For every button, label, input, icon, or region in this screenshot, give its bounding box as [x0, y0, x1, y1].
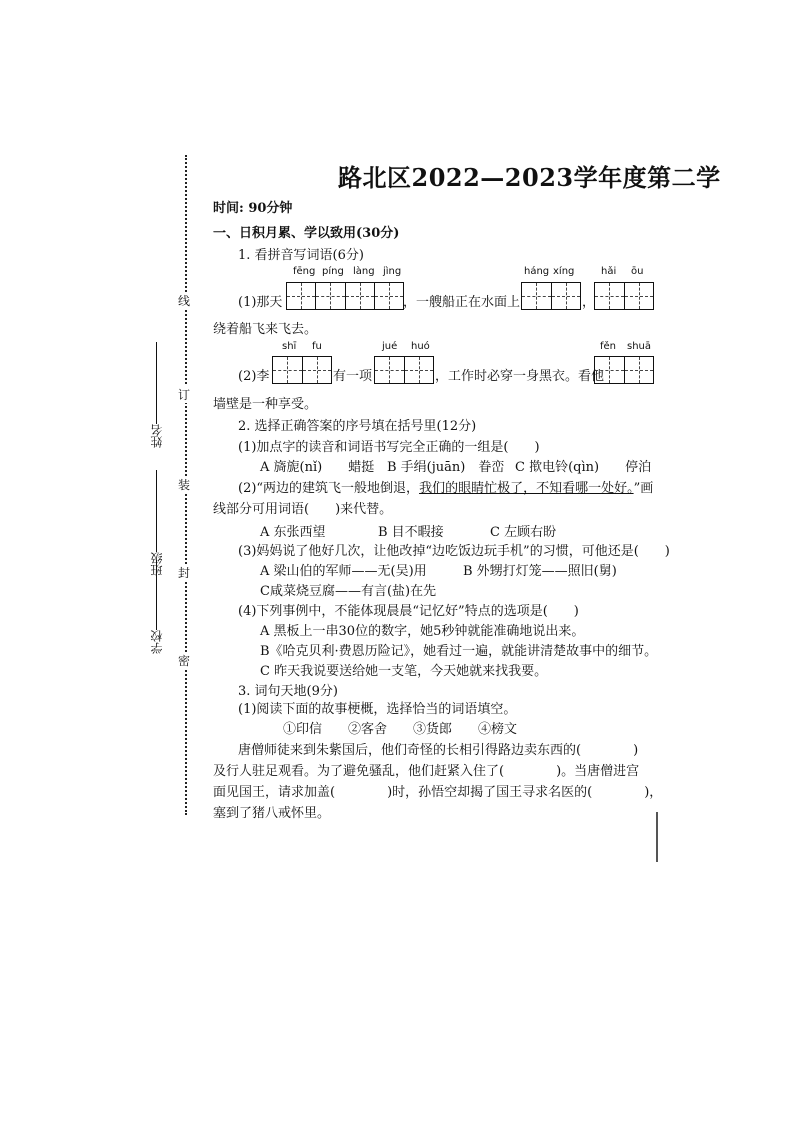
pinyin-huo: huó: [411, 341, 430, 352]
writing-grid-fenshua[interactable]: [594, 356, 654, 384]
q2-p2-stem-cont: 线部分可用词语( )来代替。: [213, 502, 393, 517]
writing-grid-shifu[interactable]: [272, 356, 332, 384]
pinyin-shua: shuā: [627, 341, 652, 352]
school-label: 学校: [150, 630, 164, 654]
grid-cell[interactable]: [374, 283, 403, 309]
q2-p4-option-a[interactable]: A 黑板上一串30位的数字，她5秒钟就能准确地说出来。: [260, 624, 585, 639]
q2-p3-option-b[interactable]: B 外甥打灯笼——照旧(舅): [463, 564, 617, 579]
exam-title: 路北区2022—2023学年度第二学: [338, 163, 721, 192]
binding-label-xian: 线: [178, 294, 191, 308]
q2-p3-stem: (3)妈妈说了他好几次，让他改掉“边吃饭边玩手机”的习惯，可他还是( ): [238, 544, 670, 559]
q2-p2-underlined: 我们的眼睛忙极了，不知看哪一处好。: [419, 481, 634, 496]
q1-s1-comma: ，: [582, 295, 596, 310]
grid-cell[interactable]: [595, 283, 624, 309]
q3-story-line-2: 及行人驻足观看。为了避免骚乱，他们赶紧入住了( )。当唐僧进宫: [213, 764, 640, 779]
pinyin-xing: xíng: [553, 266, 575, 277]
grid-cell[interactable]: [624, 283, 654, 309]
q3-story-line-4: 塞到了猪八戒怀里。: [213, 806, 331, 821]
pinyin-ou: ōu: [631, 266, 644, 277]
binding-label-zhuang: 装: [178, 478, 191, 492]
name-field[interactable]: [148, 338, 165, 448]
pinyin-hang: háng: [524, 266, 550, 277]
grid-cell[interactable]: [595, 357, 624, 383]
q2-p2-option-c[interactable]: C 左顾右盼: [490, 525, 557, 540]
q2-p4-option-c[interactable]: C 昨天我说要送给她一支笔，今天她就来找我要。: [260, 664, 548, 679]
grid-cell[interactable]: [624, 357, 654, 383]
q2-p3-option-a[interactable]: A 梁山伯的军师——无(吴)用: [260, 564, 427, 579]
q1-s1-cont: 绕着船飞来飞去。: [213, 322, 318, 337]
section1-heading: 一、日积月累、学以致用(30分): [213, 226, 400, 241]
grid-cell[interactable]: [551, 283, 581, 309]
grid-cell[interactable]: [404, 357, 434, 383]
school-field[interactable]: [148, 560, 165, 654]
writing-grid-juehuo[interactable]: [374, 356, 434, 384]
grid-cell[interactable]: [345, 283, 374, 309]
writing-grid-fengpinglangjing[interactable]: [286, 282, 404, 310]
q2-p1-option-b[interactable]: B 手绢(juān) 眷峦: [387, 460, 505, 475]
class-label: 班级: [150, 552, 164, 576]
pinyin-lang: làng: [353, 266, 375, 277]
grid-cell[interactable]: [273, 357, 302, 383]
grid-cell[interactable]: [315, 283, 344, 309]
pinyin-jing: jìng: [383, 266, 402, 277]
q3-story-line-3: 面见国王，请求加盖( )时，孙悟空却揭了国王寻求名医的( )，: [213, 785, 663, 800]
q1-s2-mid1: 有一项: [333, 369, 373, 384]
writing-grid-hangxing[interactable]: [521, 282, 581, 310]
binding-label-mi: 密: [178, 654, 191, 668]
q2-p4-option-b[interactable]: B《哈克贝利·费恩历险记》，她看过一遍，就能讲清楚故事中的细节。: [260, 644, 658, 659]
q1-s1-prefix: (1)那天: [238, 295, 283, 310]
q2-p3-option-c[interactable]: C咸菜烧豆腐——有言(盐)在先: [260, 584, 437, 599]
pinyin-shi: shī: [282, 341, 297, 352]
writing-grid-haiou[interactable]: [594, 282, 654, 310]
q2-p2-option-a[interactable]: A 东张西望: [260, 525, 326, 540]
q2-p2-stem: [238, 477, 653, 496]
binding-label-feng: 封: [178, 566, 191, 580]
q2-p2-stem-a: (2)“两边的建筑飞一般地倒退，: [238, 481, 420, 496]
q2-p2-option-b[interactable]: B 目不暇接: [378, 525, 444, 540]
scan-edge-mark: [656, 812, 658, 862]
q2-p1-stem: (1)加点字的读音和词语书写完全正确的一组是( ): [238, 440, 540, 455]
q2-p1-option-a[interactable]: A 旖旎(nǐ) 蜡挺: [260, 460, 375, 475]
q3-title: 3. 词句天地(9分): [238, 684, 338, 699]
grid-cell[interactable]: [287, 283, 315, 309]
pinyin-fu: fu: [312, 341, 322, 352]
q3-word-options: ①印信 ②客舍 ③货郎 ④榜文: [283, 722, 518, 737]
q2-p2-stem-c: ”画: [633, 481, 654, 496]
q2-title: 2. 选择正确答案的序号填在括号里(12分): [238, 419, 477, 434]
grid-cell[interactable]: [302, 357, 332, 383]
q1-s2-mid2: ，工作时必穿一身黑衣。看他: [435, 369, 605, 384]
q1-title: 1. 看拼音写词语(6分): [238, 248, 364, 263]
q3-p1-stem: (1)阅读下面的故事梗概，选择恰当的词语填空。: [238, 702, 517, 717]
q2-p1-option-c[interactable]: C 揿电铃(qìn) 停泊: [515, 460, 652, 475]
grid-cell[interactable]: [522, 283, 551, 309]
pinyin-fen: fěn: [600, 341, 617, 352]
grid-cell[interactable]: [375, 357, 404, 383]
q2-p4-stem: (4)下列事例中，不能体现晨晨“记忆好”特点的选项是( ): [238, 604, 579, 619]
binding-label-ding: 订: [178, 388, 191, 402]
exam-time: 时间: 90分钟: [213, 201, 293, 216]
q1-s1-mid: ，一艘船正在水面上: [403, 295, 521, 310]
q1-s2-cont: 墙壁是一种享受。: [213, 397, 318, 412]
q3-story-line-1: 唐僧师徒来到朱紫国后，他们奇怪的长相引得路边卖东西的( ): [238, 743, 639, 758]
pinyin-jue: jué: [382, 341, 398, 352]
pinyin-ping: píng: [322, 266, 344, 277]
q1-s2-prefix: (2)李: [238, 369, 270, 384]
pinyin-hai: hǎi: [601, 266, 617, 277]
name-label: 姓名: [150, 424, 164, 448]
pinyin-feng: fēng: [293, 266, 316, 277]
